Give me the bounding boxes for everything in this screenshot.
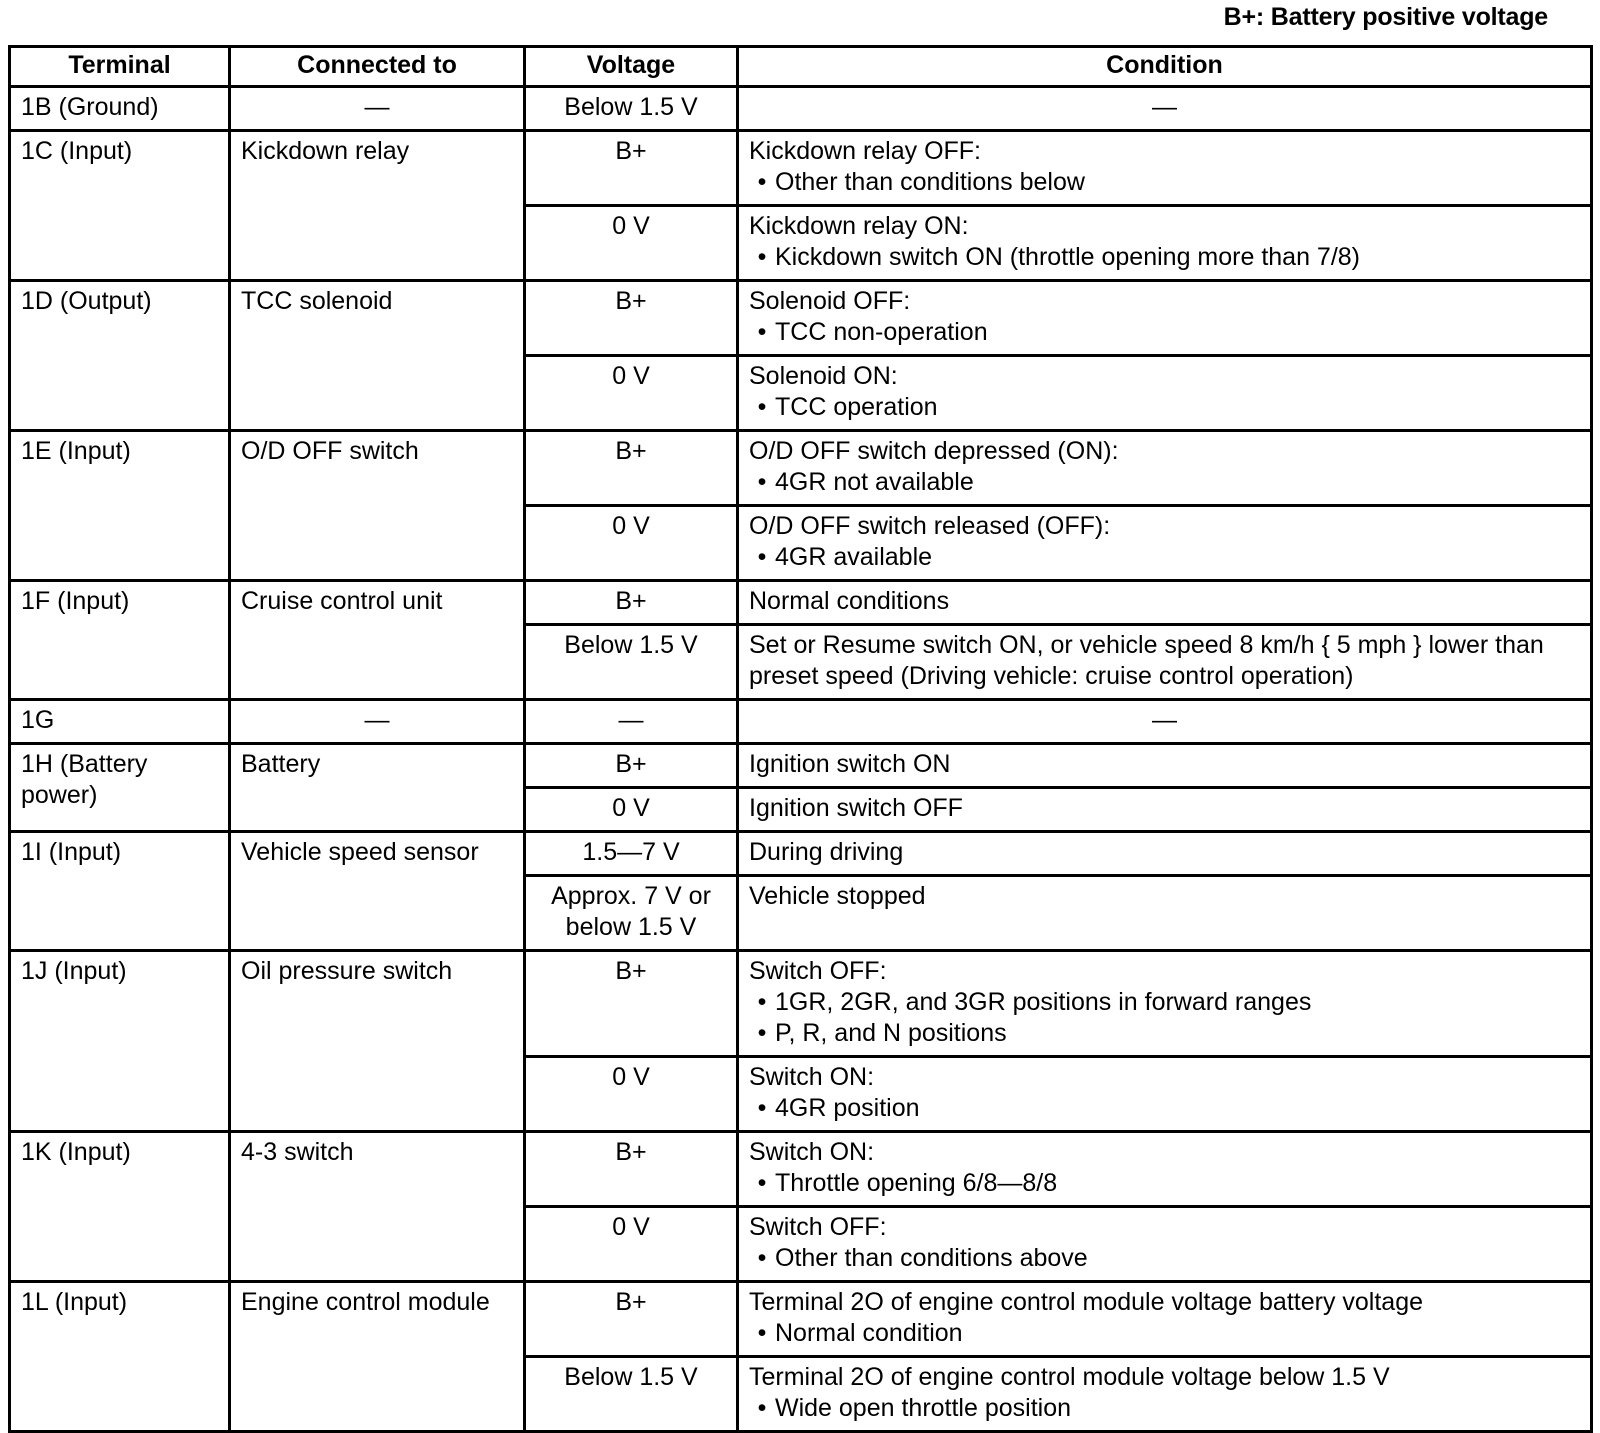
condition-cell [738, 700, 1592, 744]
condition-bullet: • Wide open throttle position [749, 1393, 1580, 1424]
connected-to-cell: O/D OFF switch [230, 431, 525, 581]
voltage-cell: B+ [525, 131, 738, 206]
condition-text: During driving [749, 838, 904, 866]
condition-text: Switch OFF: [749, 957, 887, 985]
connected-to-cell: 4-3 switch [230, 1132, 525, 1282]
condition-bullet: • Kickdown switch ON (throttle opening more than 7/8) [749, 242, 1580, 273]
terminal-cell: 1F (Input) [10, 581, 230, 700]
condition-text: — [1152, 706, 1177, 734]
table-row [10, 951, 1592, 1057]
condition-text: Terminal 2O of engine control module voltage below 1.5 V [749, 1363, 1390, 1391]
condition-cell [738, 744, 1592, 788]
condition-cell [738, 281, 1592, 356]
voltage-cell: Below 1.5 V [525, 1357, 738, 1432]
terminal-cell: 1J (Input) [10, 951, 230, 1132]
condition-text: Normal conditions [749, 587, 950, 615]
terminal-cell: 1H (Battery power) [10, 744, 230, 832]
condition-cell [738, 206, 1592, 281]
condition-bullet: • Throttle opening 6/8—8/8 [749, 1168, 1580, 1199]
header-connected-to: Connected to [230, 47, 525, 87]
voltage-cell: 0 V [525, 206, 738, 281]
table-row [10, 832, 1592, 876]
table-row [10, 1132, 1592, 1207]
condition-text: Ignition switch OFF [749, 794, 963, 822]
terminal-cell: 1I (Input) [10, 832, 230, 951]
table-row [10, 581, 1592, 625]
condition-cell [738, 1207, 1592, 1282]
voltage-cell: B+ [525, 431, 738, 506]
condition-text: Vehicle stopped [749, 882, 926, 910]
terminal-cell: 1G [10, 700, 230, 744]
condition-cell [738, 131, 1592, 206]
connected-to-cell: Kickdown relay [230, 131, 525, 281]
voltage-cell: 0 V [525, 506, 738, 581]
table-row [10, 431, 1592, 506]
condition-text: Ignition switch ON [749, 750, 951, 778]
condition-text: Solenoid OFF: [749, 287, 911, 315]
voltage-cell: 0 V [525, 356, 738, 431]
voltage-cell: B+ [525, 951, 738, 1057]
condition-cell [738, 87, 1592, 131]
table-row [10, 1282, 1592, 1357]
header-terminal: Terminal [10, 47, 230, 87]
voltage-cell: 1.5—7 V [525, 832, 738, 876]
condition-cell [738, 625, 1592, 700]
voltage-cell: B+ [525, 1282, 738, 1357]
voltage-cell: B+ [525, 581, 738, 625]
condition-bullet: • 4GR not available [749, 467, 1580, 498]
condition-bullet: • Other than conditions below [749, 167, 1580, 198]
terminal-voltage-table [8, 45, 1593, 1433]
condition-text: Switch ON: [749, 1138, 875, 1166]
condition-cell [738, 506, 1592, 581]
condition-bullet: • 4GR position [749, 1093, 1580, 1124]
condition-text: — [1152, 93, 1177, 121]
table-row [10, 131, 1592, 206]
voltage-cell: 0 V [525, 788, 738, 832]
connected-to-cell: Vehicle speed sensor [230, 832, 525, 951]
condition-cell [738, 1357, 1592, 1432]
connected-to-cell: Engine control module [230, 1282, 525, 1432]
condition-text: O/D OFF switch released (OFF): [749, 512, 1111, 540]
connected-to-cell: — [230, 700, 525, 744]
condition-cell [738, 431, 1592, 506]
condition-bullet: • 4GR available [749, 542, 1580, 573]
condition-cell [738, 1282, 1592, 1357]
voltage-cell: B+ [525, 281, 738, 356]
voltage-cell: — [525, 700, 738, 744]
condition-bullet: • 1GR, 2GR, and 3GR positions in forward ranges [749, 987, 1580, 1018]
header-condition: Condition [738, 47, 1592, 87]
terminal-cell: 1L (Input) [10, 1282, 230, 1432]
voltage-cell: B+ [525, 1132, 738, 1207]
table-row [10, 744, 1592, 788]
connected-to-cell: TCC solenoid [230, 281, 525, 431]
voltage-cell: Below 1.5 V [525, 625, 738, 700]
terminal-cell: 1E (Input) [10, 431, 230, 581]
condition-text: Switch OFF: [749, 1213, 887, 1241]
table-row [10, 700, 1592, 744]
terminal-cell: 1D (Output) [10, 281, 230, 431]
terminal-cell: 1K (Input) [10, 1132, 230, 1282]
connected-to-cell: Cruise control unit [230, 581, 525, 700]
condition-cell [738, 788, 1592, 832]
condition-text: Terminal 2O of engine control module voltage battery voltage [749, 1288, 1423, 1316]
condition-cell [738, 1132, 1592, 1207]
table-body [10, 87, 1592, 1432]
condition-bullet: • TCC non-operation [749, 317, 1580, 348]
table-row [10, 87, 1592, 131]
condition-text: Switch ON: [749, 1063, 875, 1091]
voltage-cell: Approx. 7 V or below 1.5 V [525, 876, 738, 951]
voltage-cell: Below 1.5 V [525, 87, 738, 131]
connected-to-cell: Oil pressure switch [230, 951, 525, 1132]
condition-bullet: • Normal condition [749, 1318, 1580, 1349]
table-row [10, 281, 1592, 356]
condition-text: Solenoid ON: [749, 362, 898, 390]
condition-text: Kickdown relay ON: [749, 212, 969, 240]
table-header-row [10, 47, 1592, 87]
condition-text: O/D OFF switch depressed (ON): [749, 437, 1119, 465]
header-voltage: Voltage [525, 47, 738, 87]
condition-cell [738, 581, 1592, 625]
voltage-cell: 0 V [525, 1207, 738, 1282]
condition-text: Kickdown relay OFF: [749, 137, 982, 165]
terminal-cell: 1B (Ground) [10, 87, 230, 131]
condition-cell [738, 356, 1592, 431]
condition-bullet: • Other than conditions above [749, 1243, 1580, 1274]
condition-text: Set or Resume switch ON, or vehicle speed 8 km/h { 5 mph } lower than preset speed (Driving vehicle: cruise control operation) [749, 631, 1544, 690]
condition-cell [738, 1057, 1592, 1132]
terminal-cell: 1C (Input) [10, 131, 230, 281]
condition-bullet: • TCC operation [749, 392, 1580, 423]
connected-to-cell: — [230, 87, 525, 131]
condition-bullet: • P, R, and N positions [749, 1018, 1580, 1049]
condition-cell [738, 951, 1592, 1057]
connected-to-cell: Battery [230, 744, 525, 832]
battery-voltage-note: B+: Battery positive voltage [1223, 3, 1548, 31]
condition-cell [738, 876, 1592, 951]
voltage-cell: B+ [525, 744, 738, 788]
voltage-cell: 0 V [525, 1057, 738, 1132]
condition-cell [738, 832, 1592, 876]
